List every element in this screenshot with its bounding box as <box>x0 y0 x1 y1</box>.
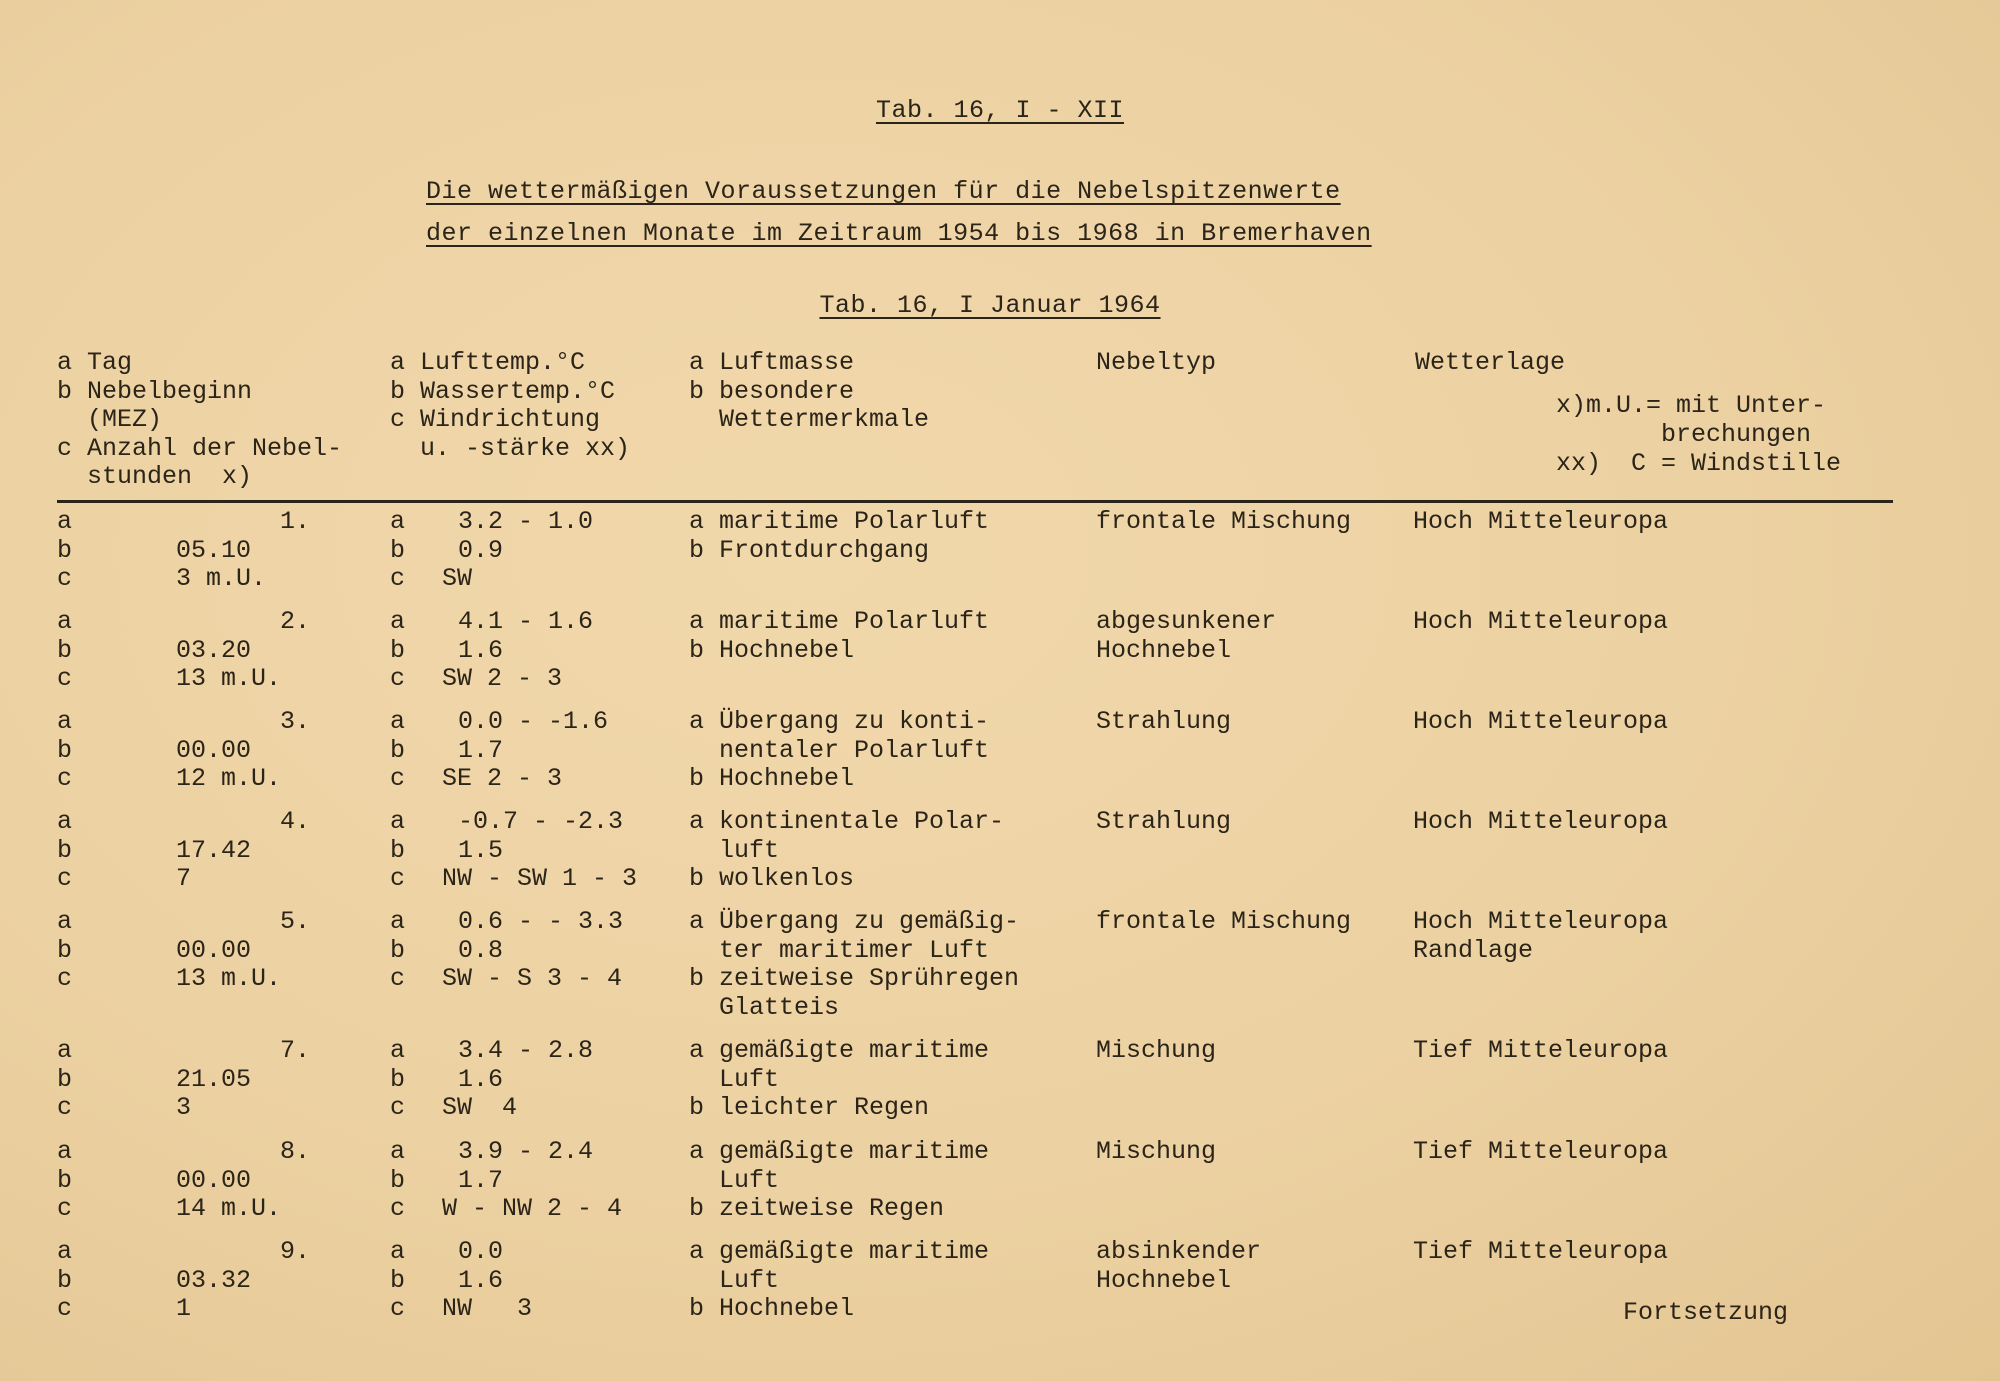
row-wassertemp: 0.9 <box>458 535 504 565</box>
row-nebelbeginn: 21.05 <box>176 1064 252 1094</box>
row-letters-left: a b c <box>57 707 73 793</box>
row-lufttemp: 0.6 - - 3.3 <box>458 907 624 936</box>
row-wetterlage: Hoch Mitteleuropa <box>1413 607 1669 636</box>
row-wetterlage: Hoch Mitteleuropa <box>1413 807 1669 836</box>
row-letters-mid: a b c <box>390 607 406 693</box>
row-letters-left: a b c <box>57 507 73 593</box>
row-nebeltyp: Strahlung <box>1096 707 1232 736</box>
row-lufttemp: 3.9 - 2.4 <box>458 1137 594 1166</box>
subtitle-line-2-text: der einzelnen Monate im Zeitraum 1954 bis 1968 in Bremerhaven <box>426 219 1372 248</box>
row-tag: 3. <box>280 707 311 736</box>
subtitle-line-1-text: Die wettermäßigen Voraussetzungen für die Nebelspitzenwerte <box>426 177 1341 206</box>
table-title-text: Tab. 16, I Januar 1964 <box>819 291 1161 320</box>
row-luftmasse: a Übergang zu gemäßig- ter maritimer Luft b zeitweise Sprühregen Glatteis <box>689 907 1020 1022</box>
row-wind: NW - SW 1 - 3 <box>442 864 638 893</box>
row-nebeltyp: absinkender Hochnebel <box>1096 1237 1262 1295</box>
row-nebelstunden: 7 <box>176 864 192 893</box>
row-lufttemp: 3.4 - 2.8 <box>458 1036 594 1065</box>
row-wind: SW - S 3 - 4 <box>442 964 623 993</box>
row-nebelstunden: 13 m.U. <box>176 964 282 993</box>
row-letters-left: a b c <box>57 907 73 993</box>
row-wassertemp: 1.6 <box>458 1064 504 1094</box>
row-wind: W - NW 2 - 4 <box>442 1194 623 1223</box>
row-nebeltyp: frontale Mischung <box>1096 907 1352 936</box>
row-luftmasse: a gemäßigte maritime Luft b Hochnebel <box>689 1237 990 1323</box>
row-nebeltyp: abgesunkener Hochnebel <box>1096 607 1277 665</box>
row-nebelbeginn: 00.00 <box>176 1165 252 1195</box>
row-tag: 1. <box>280 507 311 536</box>
row-tag: 5. <box>280 907 311 936</box>
row-luftmasse: a maritime Polarluft b Frontdurchgang <box>689 507 990 565</box>
row-luftmasse: a gemäßigte maritime Luft b zeitweise Regen <box>689 1137 990 1223</box>
row-wassertemp: 1.5 <box>458 835 504 865</box>
row-letters-mid: a b c <box>390 1137 406 1223</box>
row-letters-mid: a b c <box>390 1036 406 1122</box>
row-nebeltyp: frontale Mischung <box>1096 507 1352 536</box>
row-nebeltyp: Mischung <box>1096 1036 1217 1065</box>
row-wind: NW 3 <box>442 1294 533 1323</box>
row-nebelstunden: 12 m.U. <box>176 764 282 793</box>
row-nebelstunden: 13 m.U. <box>176 664 282 693</box>
row-lufttemp: -0.7 - -2.3 <box>458 807 624 836</box>
header-nebeltyp: Nebeltyp <box>1096 348 1217 377</box>
row-tag: 4. <box>280 807 311 836</box>
row-wetterlage: Tief Mitteleuropa <box>1413 1036 1669 1065</box>
row-nebelbeginn: 00.00 <box>176 935 252 965</box>
row-lufttemp: 4.1 - 1.6 <box>458 607 594 636</box>
row-tag: 9. <box>280 1237 311 1266</box>
document-title <box>0 96 2000 125</box>
header-note-interruptions: x)m.U.= mit Unter- brechungen <box>1556 391 1827 449</box>
row-wetterlage: Tief Mitteleuropa <box>1413 1237 1669 1266</box>
row-letters-mid: a b c <box>390 507 406 593</box>
row-tag: 7. <box>280 1036 311 1065</box>
row-wetterlage: Hoch Mitteleuropa Randlage <box>1413 907 1669 965</box>
header-note-calm: xx) C = Windstille <box>1556 449 1842 478</box>
row-luftmasse: a Übergang zu konti- nentaler Polarluft b Hochnebel <box>689 707 990 793</box>
row-wetterlage: Tief Mitteleuropa <box>1413 1137 1669 1166</box>
row-wassertemp: 1.6 <box>458 1265 504 1295</box>
row-wassertemp: 1.6 <box>458 635 504 665</box>
row-letters-mid: a b c <box>390 907 406 993</box>
row-letters-left: a b c <box>57 1036 73 1122</box>
row-wetterlage: Hoch Mitteleuropa <box>1413 507 1669 536</box>
row-letters-left: a b c <box>57 1237 73 1323</box>
row-letters-mid: a b c <box>390 1237 406 1323</box>
row-lufttemp: 0.0 - -1.6 <box>458 707 609 736</box>
row-wind: SW 4 <box>442 1093 518 1122</box>
row-wassertemp: 1.7 <box>458 735 504 765</box>
header-luftmasse: a Luftmasse b besondere Wettermerkmale <box>689 348 930 434</box>
row-letters-mid: a b c <box>390 707 406 793</box>
row-nebelbeginn: 17.42 <box>176 835 252 865</box>
row-wind: SE 2 - 3 <box>442 764 563 793</box>
row-letters-mid: a b c <box>390 807 406 893</box>
title-text: Tab. 16, I - XII <box>875 96 1125 125</box>
row-letters-left: a b c <box>57 807 73 893</box>
row-nebelstunden: 3 m.U. <box>176 564 267 593</box>
row-luftmasse: a gemäßigte maritime Luft b leichter Regen <box>689 1036 990 1122</box>
row-wind: SW <box>442 564 473 593</box>
row-wetterlage: Hoch Mitteleuropa <box>1413 707 1669 736</box>
row-wassertemp: 1.7 <box>458 1165 504 1195</box>
table-title <box>0 291 1990 320</box>
row-nebelstunden: 1 <box>176 1294 192 1323</box>
subtitle-line-2 <box>426 219 1372 248</box>
subtitle-line-1 <box>426 177 1341 206</box>
row-luftmasse: a kontinentale Polar- luft b wolkenlos <box>689 807 1005 893</box>
row-nebelbeginn: 00.00 <box>176 735 252 765</box>
header-wetterlage: Wetterlage <box>1415 348 1566 377</box>
row-letters-left: a b c <box>57 1137 73 1223</box>
header-rule <box>57 500 1893 503</box>
row-lufttemp: 0.0 <box>458 1237 504 1266</box>
row-luftmasse: a maritime Polarluft b Hochnebel <box>689 607 990 665</box>
row-tag: 2. <box>280 607 311 636</box>
row-nebeltyp: Strahlung <box>1096 807 1232 836</box>
row-nebelstunden: 3 <box>176 1093 192 1122</box>
row-letters-left: a b c <box>57 607 73 693</box>
row-nebelbeginn: 03.20 <box>176 635 252 665</box>
continuation-note: Fortsetzung <box>1623 1298 1789 1327</box>
row-nebelstunden: 14 m.U. <box>176 1194 282 1223</box>
row-wind: SW 2 - 3 <box>442 664 563 693</box>
header-tag: a Tag b Nebelbeginn (MEZ) c Anzahl der Nebel- stunden x) <box>57 348 343 491</box>
row-nebelbeginn: 03.32 <box>176 1265 252 1295</box>
row-lufttemp: 3.2 - 1.0 <box>458 507 594 536</box>
row-nebeltyp: Mischung <box>1096 1137 1217 1166</box>
header-temperature: a Lufttemp.°C b Wassertemp.°C c Windrichtung u. -stärke xx) <box>390 348 631 463</box>
row-nebelbeginn: 05.10 <box>176 535 252 565</box>
row-wassertemp: 0.8 <box>458 935 504 965</box>
row-tag: 8. <box>280 1137 311 1166</box>
